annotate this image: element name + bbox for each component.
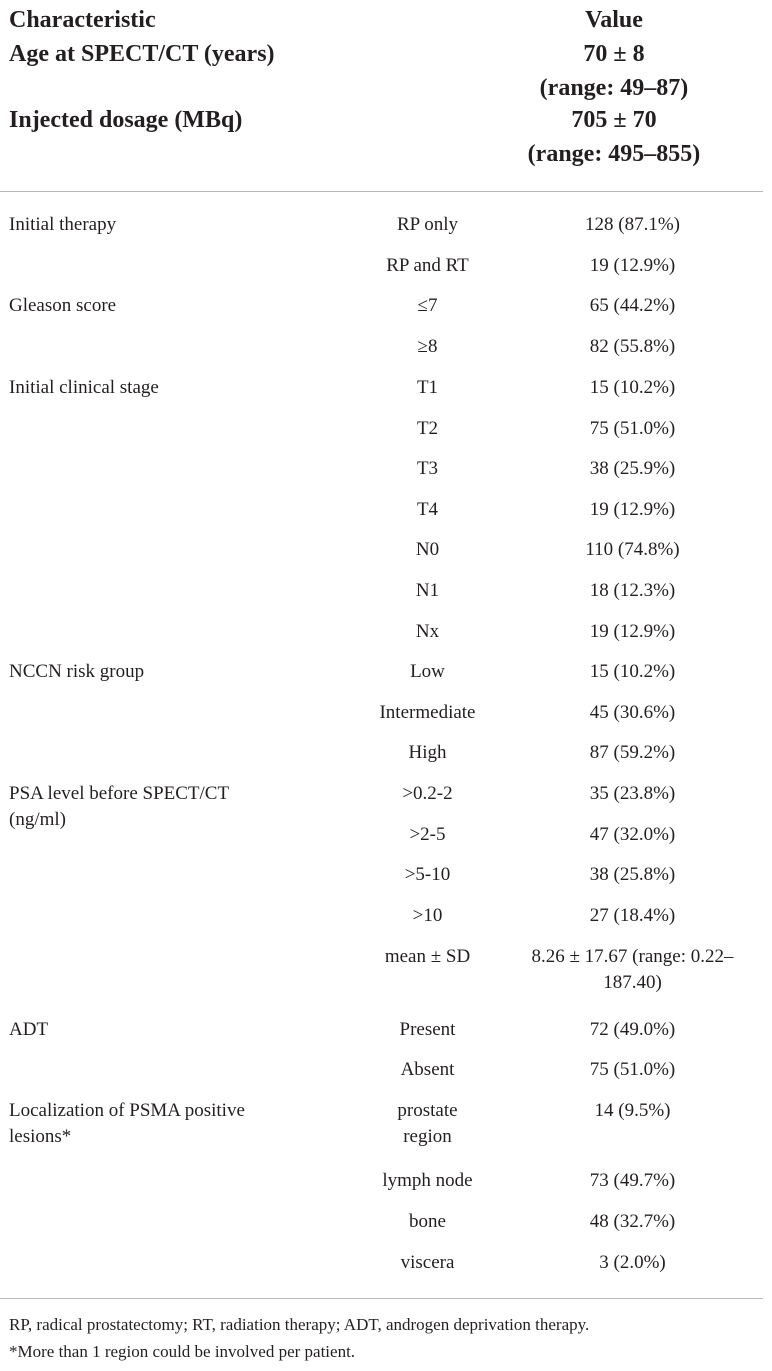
row-value: 19 (12.9%) <box>589 499 676 520</box>
row-value: 47 (32.0%) <box>589 824 676 845</box>
row-category: prostate region <box>397 1100 458 1147</box>
dose-range: (range: 495–855) <box>527 141 701 167</box>
row-value: 45 (30.6%) <box>589 702 676 723</box>
row-value: 14 (9.5%) <box>594 1100 671 1121</box>
characteristic-header: Characteristic <box>9 7 156 33</box>
row-category: Low <box>410 661 445 682</box>
row-category: Nx <box>415 621 440 642</box>
row-value: 18 (12.3%) <box>589 580 676 601</box>
row-category: ≤7 <box>417 295 438 316</box>
row-category: mean ± SD <box>384 946 471 967</box>
footer-divider <box>0 1298 763 1299</box>
row-category: N1 <box>415 580 440 601</box>
row-value: 3 (2.0%) <box>599 1252 666 1273</box>
row-value: 82 (55.8%) <box>589 336 676 357</box>
dose-label: Injected dosage (MBq) <box>9 107 243 133</box>
row-category: Absent <box>400 1059 455 1080</box>
row-characteristic: ADT <box>9 1019 49 1040</box>
row-value: 38 (25.9%) <box>589 458 676 479</box>
row-value: 75 (51.0%) <box>589 418 676 439</box>
row-characteristic: Initial clinical stage <box>9 377 159 398</box>
row-category: RP and RT <box>386 255 469 276</box>
row-category: lymph node <box>382 1170 473 1191</box>
row-characteristic: Gleason score <box>9 295 117 316</box>
row-category: RP only <box>396 214 459 235</box>
footnote-note: *More than 1 region could be involved per patient. <box>9 1342 356 1361</box>
footnote-abbreviations: RP, radical prostatectomy; RT, radiation therapy; ADT, androgen deprivation therapy. <box>9 1315 590 1334</box>
row-category: T4 <box>416 499 439 520</box>
row-category: ≥8 <box>417 336 438 357</box>
age-range: (range: 49–87) <box>539 75 689 101</box>
row-category: Intermediate <box>379 702 476 723</box>
row-value: 19 (12.9%) <box>589 621 676 642</box>
row-category: bone <box>409 1211 446 1232</box>
row-characteristic: Localization of PSMA positive lesions* <box>9 1100 245 1147</box>
row-value: 75 (51.0%) <box>589 1059 676 1080</box>
row-value: 27 (18.4%) <box>589 905 676 926</box>
row-value: 15 (10.2%) <box>589 661 676 682</box>
row-value: 110 (74.8%) <box>585 539 680 560</box>
value-header: Value <box>585 7 643 33</box>
row-category: Present <box>399 1019 456 1040</box>
row-value: 19 (12.9%) <box>589 255 676 276</box>
row-category: >0.2-2 <box>402 783 453 804</box>
row-characteristic: NCCN risk group <box>9 661 145 682</box>
row-characteristic: PSA level before SPECT/CT (ng/ml) <box>9 783 230 830</box>
row-category: >10 <box>412 905 443 926</box>
age-label: Age at SPECT/CT (years) <box>9 41 275 67</box>
row-value: 72 (49.0%) <box>589 1019 676 1040</box>
row-value: 48 (32.7%) <box>589 1211 676 1232</box>
row-category: N0 <box>415 539 440 560</box>
dose-value: 705 ± 70 <box>571 107 657 133</box>
row-value: 87 (59.2%) <box>589 742 676 763</box>
row-category: T2 <box>416 418 439 439</box>
row-value: 15 (10.2%) <box>589 377 676 398</box>
row-category: T1 <box>416 377 439 398</box>
row-value: 73 (49.7%) <box>589 1170 676 1191</box>
header-divider <box>0 191 763 192</box>
row-category: >5-10 <box>404 864 451 885</box>
row-value: 38 (25.8%) <box>589 864 676 885</box>
row-value: 65 (44.2%) <box>589 295 676 316</box>
row-value: 128 (87.1%) <box>585 214 680 235</box>
row-category: viscera <box>400 1252 455 1273</box>
age-value: 70 ± 8 <box>583 41 645 67</box>
row-category: >2-5 <box>409 824 446 845</box>
row-category: T3 <box>416 458 439 479</box>
row-characteristic: Initial therapy <box>9 214 117 235</box>
row-category: High <box>408 742 447 763</box>
row-value: 8.26 ± 17.67 (range: 0.22– 187.40) <box>531 946 734 993</box>
row-value: 35 (23.8%) <box>589 783 676 804</box>
